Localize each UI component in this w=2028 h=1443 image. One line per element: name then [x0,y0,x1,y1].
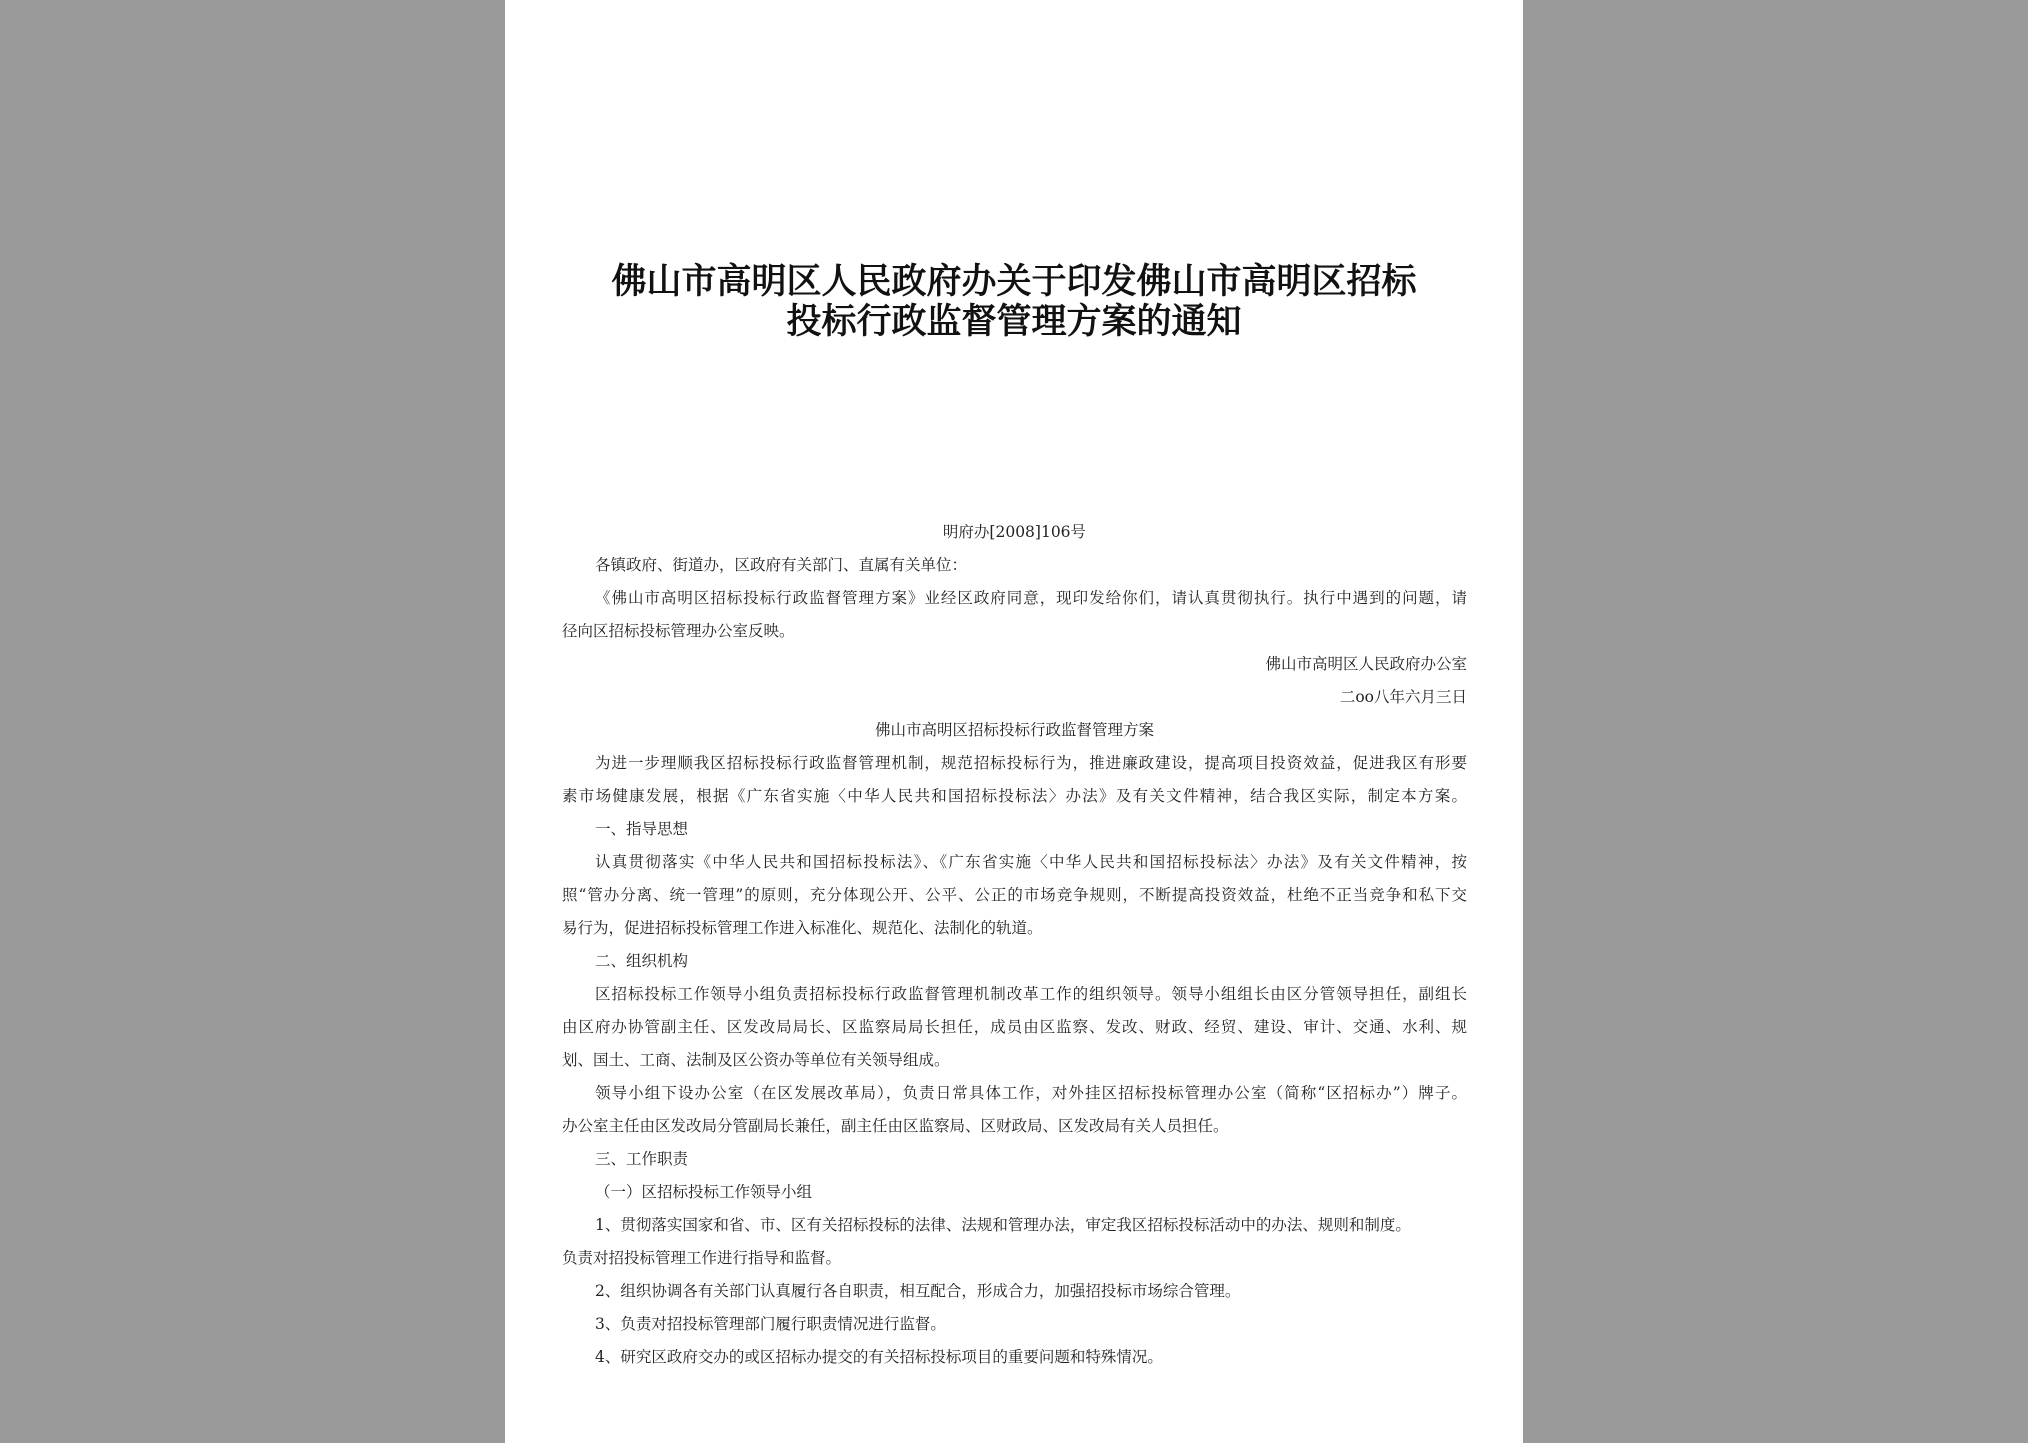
document-title [575,262,1453,342]
plan-title: 佛山市高明区招标投标行政监督管理方案 [874,721,1154,739]
section1-paragraph-line: 易行为，促进招标投标管理工作进入标准化、规范化、法制化的轨道。 [562,919,1043,937]
purpose-paragraph-line: 素市场健康发展，根据《广东省实施〈中华人民共和国招标投标法〉办法》及有关文件精神，结合我区实际，制定本方案。 [562,787,1467,805]
signature-date: 二oo八年六月三日 [1339,688,1467,706]
document-page [505,0,1523,1443]
section2-paragraph-line: 由区府办协管副主任、区发改局局长、区监察局局长担任，成员由区监察、发改、财政、经贸、建设、审计、交通、水利、规 [562,1018,1467,1036]
list-item: 负责对招投标管理工作进行指导和监督。 [562,1249,842,1267]
section-heading: 三、工作职责 [595,1150,689,1168]
list-item: 2、组织协调各有关部门认真履行各自职责，相互配合，形成合力，加强招投标市场综合管理。 [595,1282,1241,1300]
section-heading: 二、组织机构 [595,952,689,970]
list-item: 4、研究区政府交办的或区招标办提交的有关招标投标项目的重要问题和特殊情况。 [595,1348,1163,1366]
title-line-1: 佛山市高明区人民政府办关于印发佛山市高明区招标 [611,261,1417,302]
intro-paragraph-line: 径向区招标投标管理办公室反映。 [562,622,795,640]
salutation: 各镇政府、街道办，区政府有关部门、直属有关单位： [595,556,968,574]
document-body [562,516,1467,1374]
title-line-2: 投标行政监督管理方案的通知 [786,301,1242,342]
list-item: 3、负责对招投标管理部门履行职责情况进行监督。 [595,1315,946,1333]
section2-paragraph-line: 办公室主任由区发改局分管副局长兼任，副主任由区监察局、区财政局、区发改局有关人员担任。 [562,1117,1229,1135]
intro-paragraph-line: 《佛山市高明区招标投标行政监督管理方案》业经区政府同意，现印发给你们，请认真贯彻执行。执行中遇到的问题，请 [595,589,1467,607]
subsection-heading: （一）区招标投标工作领导小组 [595,1183,813,1201]
section1-paragraph-line: 照“管办分离、统一管理”的原则，充分体现公开、公平、公正的市场竞争规则，不断提高投资效益，杜绝不正当竞争和私下交 [562,886,1467,904]
section2-paragraph-line: 区招标投标工作领导小组负责招标投标行政监督管理机制改革工作的组织领导。领导小组组长由区分管领导担任，副组长 [595,985,1467,1003]
doc-number: 明府办[2008]106号 [942,523,1087,541]
section-heading: 一、指导思想 [595,820,689,838]
section1-paragraph-line: 认真贯彻落实《中华人民共和国招标投标法》、《广东省实施〈中华人民共和国招标投标法〉办法》及有关文件精神，按 [595,853,1467,871]
section2-paragraph-line: 划、国土、工商、法制及区公资办等单位有关领导组成。 [562,1051,950,1069]
section2-paragraph-line: 领导小组下设办公室（在区发展改革局），负责日常具体工作，对外挂区招标投标管理办公室（简称“区招标办”）牌子。 [595,1084,1467,1102]
purpose-paragraph-line: 为进一步理顺我区招标投标行政监督管理机制，规范招标投标行为，推进廉政建设，提高项目投资效益，促进我区有形要 [595,754,1467,772]
list-item: 1、贯彻落实国家和省、市、区有关招标投标的法律、法规和管理办法，审定我区招标投标活动中的办法、规则和制度。 [595,1216,1411,1234]
signature-org: 佛山市高明区人民政府办公室 [1265,655,1467,673]
